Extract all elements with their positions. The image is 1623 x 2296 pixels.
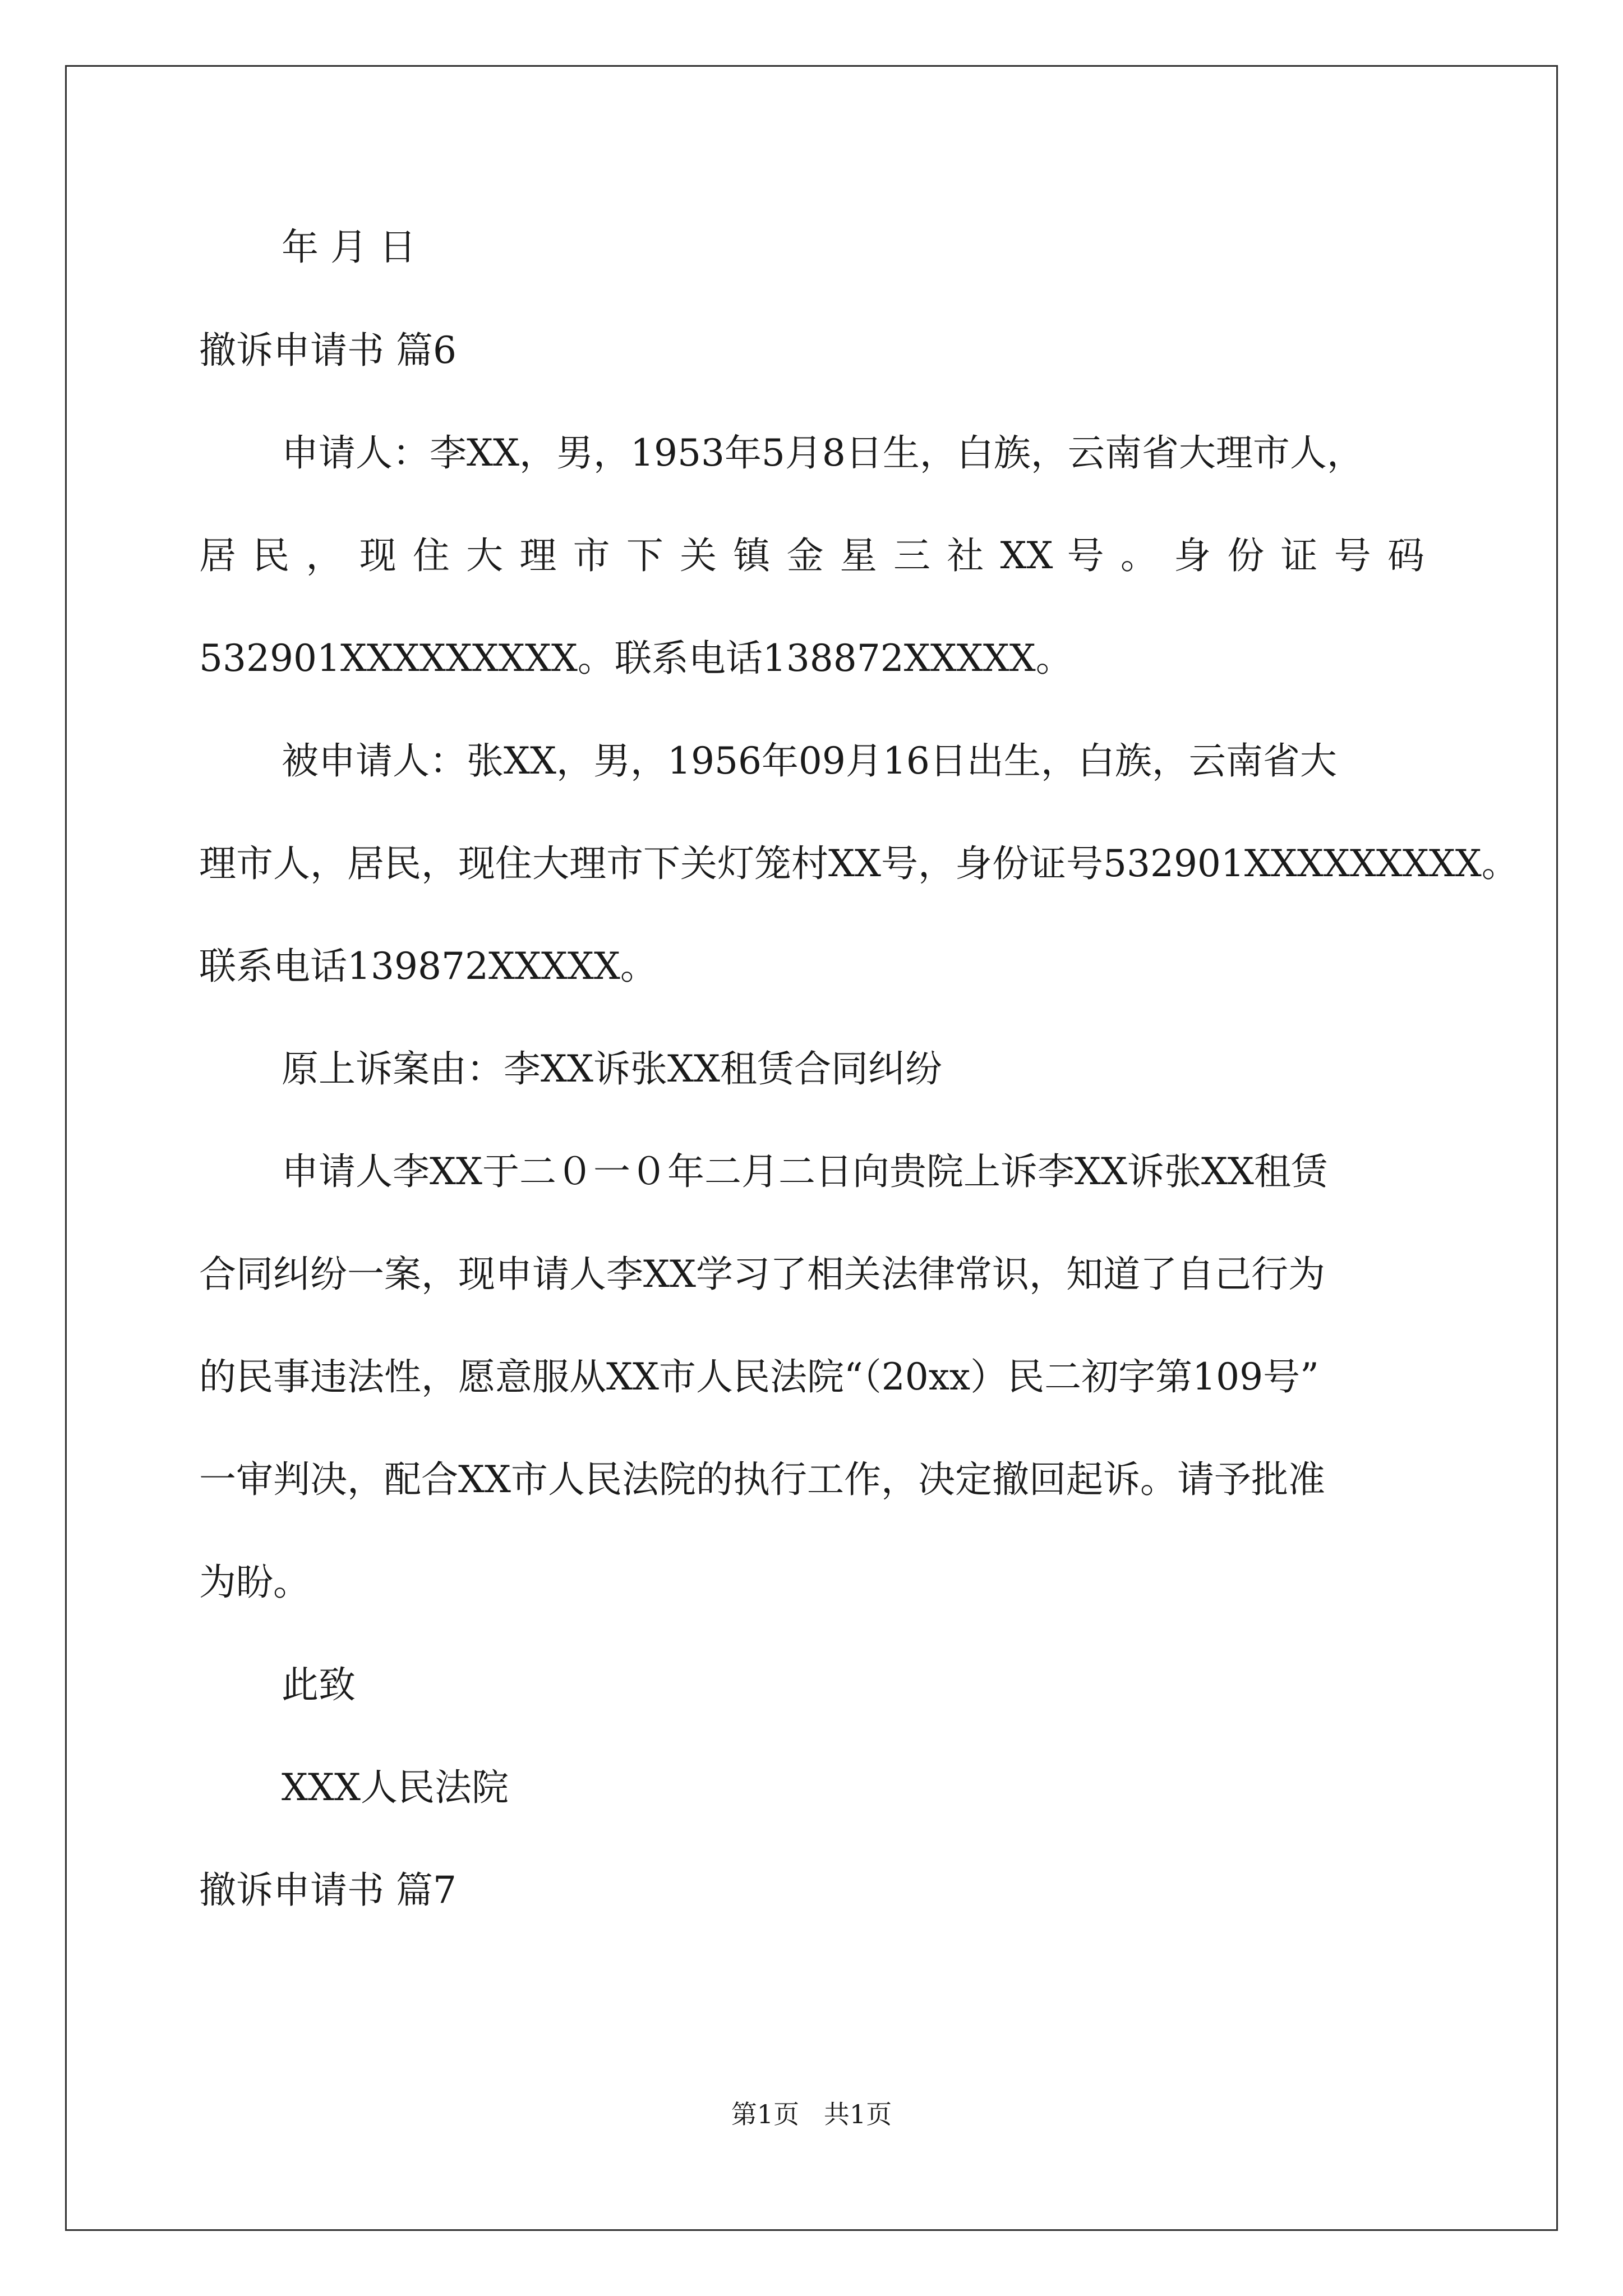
body-line-2: 合同纠纷一案，现申请人李XX学习了相关法律常识，知道了自己行为 [199, 1253, 1325, 1296]
respondent-line-1: 被申请人：张XX，男，1956年09月16日出生，白族，云南省大 [282, 739, 1337, 783]
applicant-line-2: 居 民 ， 现 住 大 理 市 下 关 镇 金 星 三 社 XX 号 。 身 份 证 号 码 [199, 534, 1424, 577]
applicant-line-3: 532901XXXXXXXXX。联系电话138872XXXXX。 [199, 637, 1073, 680]
section-heading-6: 撤诉申请书 篇6 [199, 329, 457, 372]
body-line-5: 为盼。 [199, 1561, 310, 1604]
page-footer: 第1页 共1页 [731, 2099, 892, 2129]
body-line-3: 的民事违法性，愿意服从XX市人民法院“（20xx）民二初字第109号” [199, 1355, 1319, 1398]
body-line-1: 申请人李XX于二０一０年二月二日向贵院上诉李XX诉张XX租赁 [282, 1150, 1328, 1193]
court-name-line: XXX人民法院 [282, 1766, 509, 1809]
case-cause-line: 原上诉案由：李XX诉张XX租赁合同纠纷 [282, 1047, 942, 1091]
section-heading-7: 撤诉申请书 篇7 [199, 1869, 457, 1912]
salutation-line: 此致 [282, 1663, 356, 1706]
applicant-line-1: 申请人：李XX，男，1953年5月8日生，白族，云南省大理市人， [282, 431, 1364, 475]
respondent-line-2: 理市人，居民，现住大理市下关灯笼村XX号，身份证号532901XXXXXXXXX。 [199, 842, 1519, 885]
respondent-line-3: 联系电话139872XXXXX。 [199, 945, 657, 988]
body-line-4: 一审判决，配合XX市人民法院的执行工作，决定撤回起诉。请予批准 [199, 1458, 1325, 1501]
date-line: 年 月 日 [282, 226, 416, 269]
